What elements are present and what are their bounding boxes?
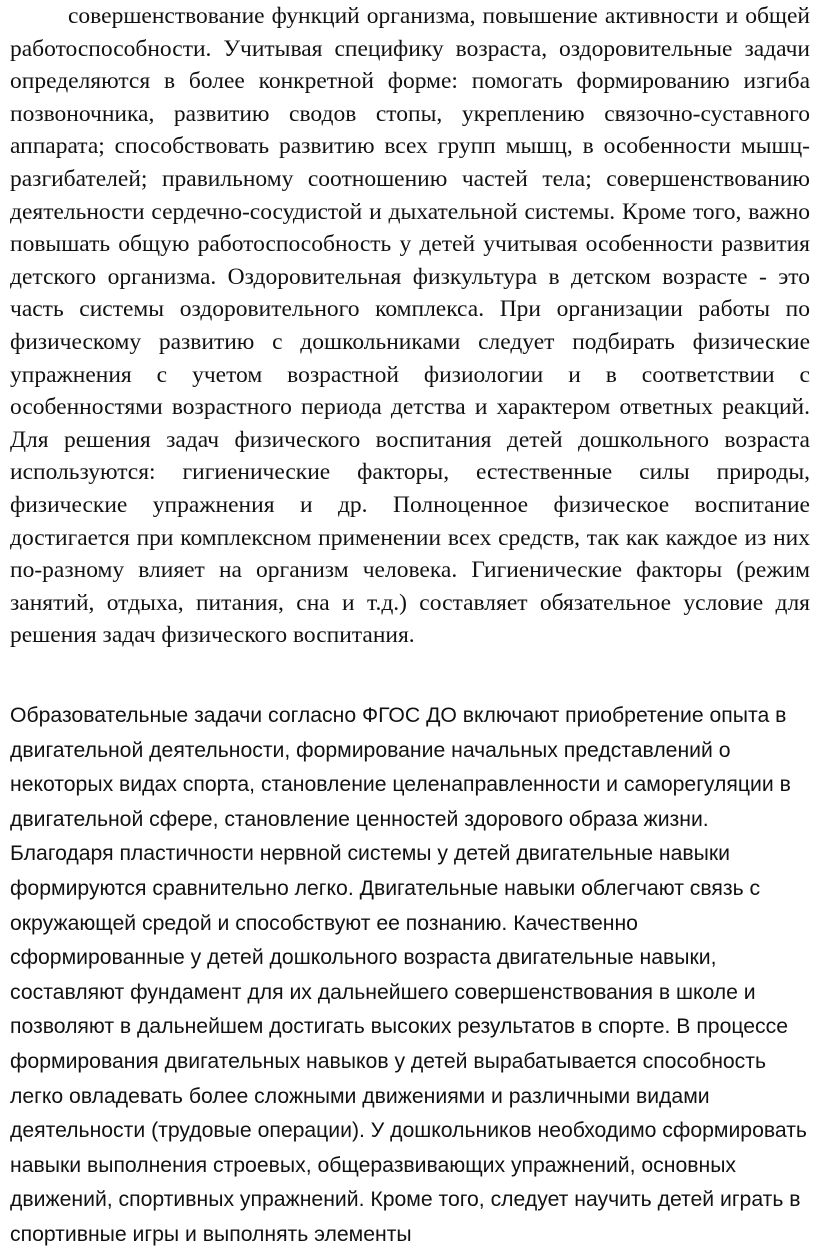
paragraph-educational-tasks: Образовательные задачи согласно ФГОС ДО включают приобретение опыта в двигательной деятельности, формирование начальных представлений о некоторых видах спорта, становление целенаправленности и саморегуляции в двигательной сфере, становление ценностей здорового образа жизни. Благодаря пластичности нервной системы у детей двигательные навыки формируются сравнительно легко. Двигательные навыки облегчают связь с окружающей средой и способствуют ее познанию. Качественно сформированные у детей дошкольного возраста двигательные навыки, составляют фундамент для их дальнейшего совершенствования в школе и позволяют в дальнейшем достигать высоких результатов в спорте. В процессе формирования двигательных навыков у детей вырабатывается способность легко овладевать более сложными движениями и различными видами деятельности (трудовые операции). У дошкольников необходимо сформировать навыки выполнения строевых, общеразвивающих упражнений, основных движений, спортивных упражнений. Кроме того, следует научить детей играть в спортивные игры и выполнять элементы [10,704,807,1246]
paragraph-physical-health-tasks: совершенствование функций организма, повышение активности и общей работоспособности. Учитывая специфику возраста, оздоровительные задачи определяются в более конкретной форме: помогать формированию изгиба позвоночника, развитию сводов стопы, укреплению связочно-суставного аппарата; способствовать развитию всех групп мышц, в особенности мышц-разгибателей; правильному соотношению частей тела; совершенствованию деятельности сердечно-сосудистой и дыхательной системы. Кроме того, важно повышать общую работоспособность у детей учитывая особенности развития детского организма. Оздоровительная физкультура в детском возрасте - это часть системы оздоровительного комплекса. При организации работы по физическому развитию с дошкольниками следует подбирать физические упражнения с учетом возрастной физиологии и в соответствии с особенностями возрастного периода детства и характером ответных реакций. Для решения задач физического воспитания детей дошкольного возраста используются: гигиенические факторы, естественные силы природы, физические упражнения и др. Полноценное физическое воспитание достигается при комплексном применении всех средств, так как каждое из них по-разному влияет на организм человека. Гигиенические факторы (режим занятий, отдыха, питания, сна и т.д.) составляет обязательное условие для решения задач физического воспитания. [10,3,810,649]
